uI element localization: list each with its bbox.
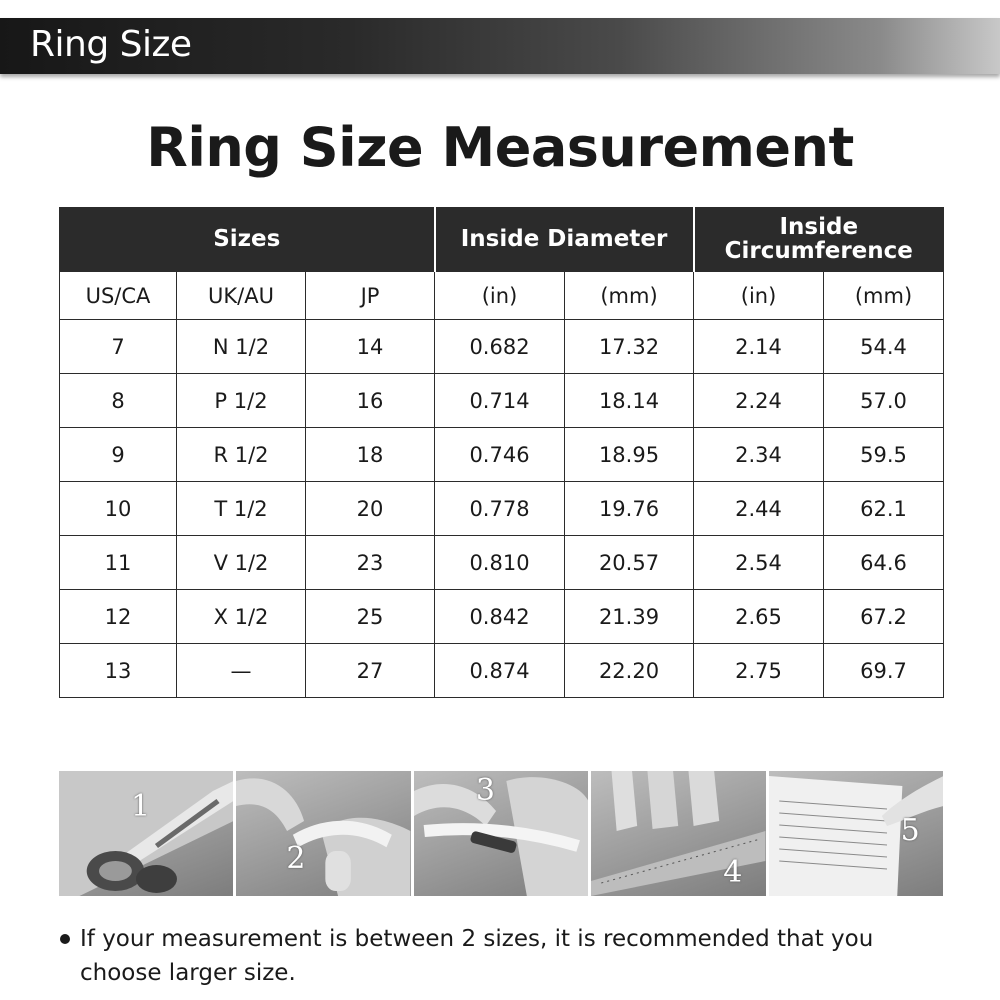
cell-diameter-mm: 22.20 [565, 644, 694, 698]
unit-circumference-mm: (mm) [824, 272, 944, 320]
cell-circumference-in: 2.75 [694, 644, 824, 698]
header-inside-circumference [694, 207, 944, 272]
cell-circumference-mm: 54.4 [824, 320, 944, 374]
cell-diameter-mm: 21.39 [565, 590, 694, 644]
cell-jp: 23 [306, 536, 435, 590]
cell-uk-au: N 1/2 [177, 320, 306, 374]
cell-circumference-mm: 57.0 [824, 374, 944, 428]
sizing-note [60, 922, 960, 990]
cell-jp: 25 [306, 590, 435, 644]
unit-header-row [60, 272, 944, 320]
header-sizes: Sizes [60, 207, 435, 272]
unit-jp: JP [306, 272, 435, 320]
step-photo-ruler [591, 771, 765, 896]
table-row [60, 590, 944, 644]
cell-uk-au: T 1/2 [177, 482, 306, 536]
cell-diameter-mm: 17.32 [565, 320, 694, 374]
step-number: 5 [900, 813, 920, 848]
cell-uk-au: X 1/2 [177, 590, 306, 644]
step-photo-wrap-finger [236, 771, 410, 896]
cell-circumference-mm: 67.2 [824, 590, 944, 644]
cell-diameter-in: 0.874 [435, 644, 565, 698]
cell-uk-au: R 1/2 [177, 428, 306, 482]
step-number: 3 [475, 773, 495, 808]
cell-diameter-mm: 19.76 [565, 482, 694, 536]
header-circumference-line1: Inside [779, 214, 859, 240]
cell-circumference-in: 2.65 [694, 590, 824, 644]
hand-wrap-illustration [236, 771, 410, 896]
step-photo-size-chart [769, 771, 943, 896]
unit-circumference-in: (in) [694, 272, 824, 320]
cell-circumference-mm: 69.7 [824, 644, 944, 698]
bullet-icon [60, 934, 70, 944]
step-number: 2 [286, 841, 306, 876]
cell-us-ca: 10 [60, 482, 177, 536]
group-header-row [60, 207, 944, 272]
cell-circumference-in: 2.34 [694, 428, 824, 482]
cell-circumference-in: 2.44 [694, 482, 824, 536]
cell-diameter-mm: 18.95 [565, 428, 694, 482]
cell-uk-au: P 1/2 [177, 374, 306, 428]
cell-diameter-mm: 18.14 [565, 374, 694, 428]
step-number: 4 [723, 855, 743, 890]
table-row [60, 644, 944, 698]
cell-circumference-in: 2.24 [694, 374, 824, 428]
cell-circumference-in: 2.14 [694, 320, 824, 374]
hand-mark-illustration [414, 771, 588, 896]
header-circumference-line2: Circumference [724, 238, 913, 264]
measurement-steps-strip [59, 771, 943, 896]
cell-diameter-mm: 20.57 [565, 536, 694, 590]
cell-diameter-in: 0.810 [435, 536, 565, 590]
table-row [60, 320, 944, 374]
cell-circumference-mm: 59.5 [824, 428, 944, 482]
cell-us-ca: 11 [60, 536, 177, 590]
cell-diameter-in: 0.778 [435, 482, 565, 536]
step-photo-cut-paper [59, 771, 233, 896]
step-number: 1 [131, 789, 151, 824]
table-row [60, 428, 944, 482]
cell-jp: 14 [306, 320, 435, 374]
unit-uk-au: UK/AU [177, 272, 306, 320]
banner-title: Ring Size [30, 24, 192, 65]
cell-circumference-in: 2.54 [694, 536, 824, 590]
cell-diameter-in: 0.746 [435, 428, 565, 482]
cell-uk-au: — [177, 644, 306, 698]
cell-diameter-in: 0.714 [435, 374, 565, 428]
cell-us-ca: 7 [60, 320, 177, 374]
cell-jp: 27 [306, 644, 435, 698]
cell-us-ca: 12 [60, 590, 177, 644]
page-title: Ring Size Measurement [146, 116, 854, 179]
cell-jp: 18 [306, 428, 435, 482]
cell-circumference-mm: 64.6 [824, 536, 944, 590]
ring-size-table [59, 207, 944, 698]
unit-diameter-mm: (mm) [565, 272, 694, 320]
cell-us-ca: 9 [60, 428, 177, 482]
table-row [60, 536, 944, 590]
cell-diameter-in: 0.682 [435, 320, 565, 374]
cell-circumference-mm: 62.1 [824, 482, 944, 536]
cell-jp: 16 [306, 374, 435, 428]
note-text: If your measurement is between 2 sizes, it is recommended that you choose larger size. [80, 926, 874, 986]
unit-diameter-in: (in) [435, 272, 565, 320]
table-row [60, 482, 944, 536]
cell-us-ca: 13 [60, 644, 177, 698]
cell-jp: 20 [306, 482, 435, 536]
header-inside-diameter: Inside Diameter [435, 207, 694, 272]
cell-uk-au: V 1/2 [177, 536, 306, 590]
cell-us-ca: 8 [60, 374, 177, 428]
step-photo-mark-overlap [414, 771, 588, 896]
unit-us-ca: US/CA [60, 272, 177, 320]
header-banner [0, 18, 1000, 74]
table-row [60, 374, 944, 428]
cell-diameter-in: 0.842 [435, 590, 565, 644]
